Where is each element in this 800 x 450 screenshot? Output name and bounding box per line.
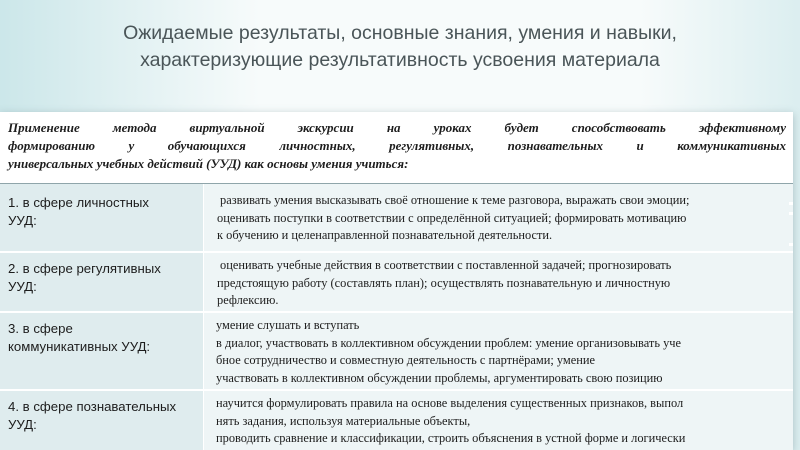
description-line: проводить сравнение и классификации, строить объяснения в устной форме и логически [216,431,686,445]
sphere-label-cognitive [0,391,203,450]
title-line-1: Ожидаемые результаты, основные знания, умения и навыки, [123,22,677,44]
sphere-label-line: 2. в сфере регулятивных [8,261,161,276]
edge-marker [789,212,793,215]
sphere-label-line: 1. в сфере личностных [8,195,149,210]
sphere-label-line: УУД: [8,279,37,294]
table-intro [0,112,793,184]
sphere-label-line: 4. в сфере познавательных [8,399,177,414]
table-row [0,391,793,450]
description-line: оценивать поступки в соответствии с определённой ситуацией; формировать мотивацию [217,210,687,225]
slide-title [60,20,740,74]
edge-marker [789,202,793,205]
uud-table [0,112,793,450]
title-line-2: характеризующие результативность усвоения материала [140,49,660,71]
description-line: умение слушать и вступать [216,318,360,332]
description-line: оценивать учебные действия в соответствии с поставленной задачей; прогнозировать [220,258,672,272]
table-row [0,253,793,311]
intro-line: универсальных учебных действий (УУД) как основы умения учиться: [8,156,409,171]
description-line: в диалог, участвовать в коллективном обсуждении проблем: умение организовывать уче [216,335,682,350]
description-line: развивать умения высказывать своё отношение к теме разговора, выражать свои эмоции; [220,193,690,207]
sphere-label-line: коммуникативных УУД: [8,339,151,354]
sphere-description-communicative [204,313,793,389]
sphere-description-regulatory [204,253,793,311]
description-line: предстоящую работу (составлять план); осуществлять познавательную и личностную [217,275,671,290]
sphere-label-line: УУД: [8,417,37,432]
sphere-label-line: 3. в сфере [8,321,73,336]
description-line: рефлексию. [217,293,279,307]
sphere-label-line: УУД: [8,213,37,228]
sphere-description-personal [204,184,793,251]
intro-line: формированию у обучающихся личностных, регулятивных, познавательных и коммуникативных [8,138,786,153]
table-row [0,184,793,251]
edge-marker [789,243,793,246]
table-row [0,313,793,389]
intro-line: Применение метода виртуальной экскурсии на уроках будет способствовать эффективному [8,120,786,135]
description-line: к обучению и целенаправленной познавательной деятельности. [217,228,553,242]
column-divider [203,184,204,450]
sphere-label-communicative [0,313,203,389]
sphere-label-personal [0,184,203,251]
sphere-description-cognitive [204,391,793,450]
description-line: участвовать в коллективном обсуждении проблемы, аргументировать свою позицию [216,370,663,385]
description-line: бное сотрудничество и совместную деятельность с партнёрами; умение [216,353,596,367]
description-line: научится формулировать правила на основе выделения существенных признаков, выпол [216,396,684,410]
sphere-label-regulatory [0,253,203,311]
description-line: нять задания, используя материальные объекты, [216,413,471,428]
